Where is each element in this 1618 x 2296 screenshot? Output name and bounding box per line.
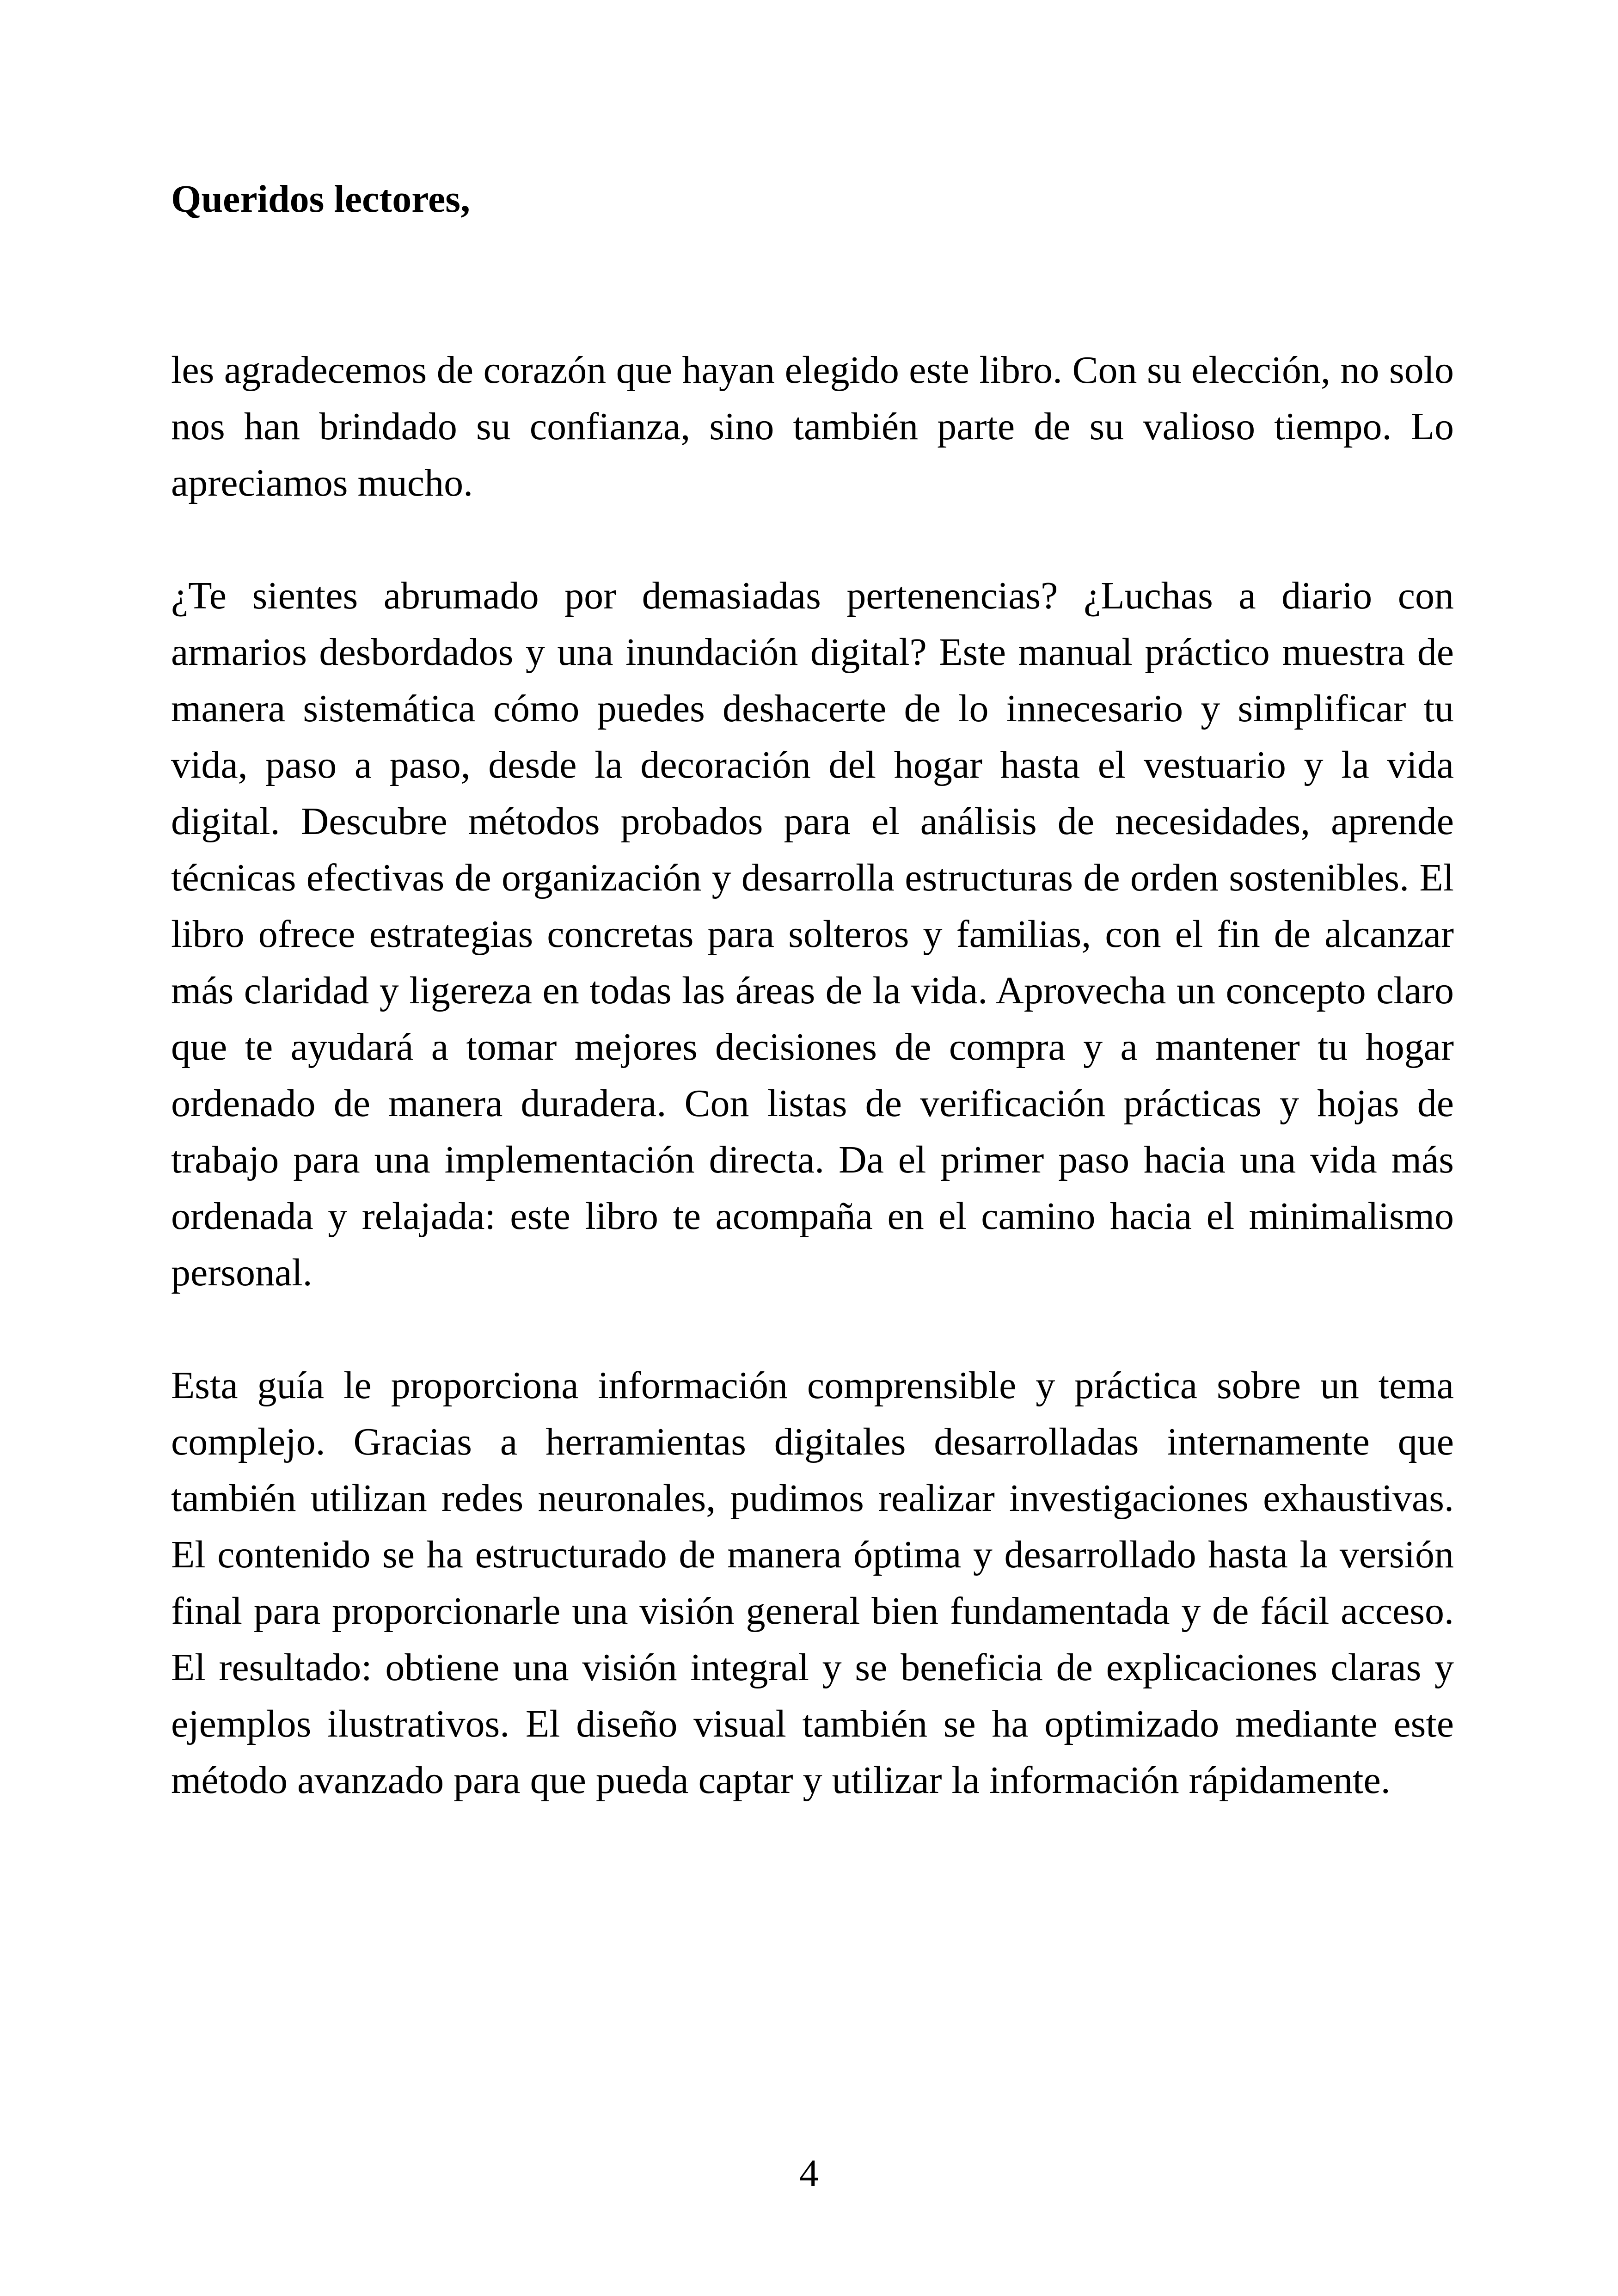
- paragraph-thanks: les agradecemos de corazón que hayan elegido este libro. Con su elección, no solo nos han brindado su confianza, sino también parte de su valioso tiempo. Lo apreciamos mucho.: [171, 349, 1454, 504]
- salutation-heading: Queridos lectores,: [171, 178, 470, 221]
- paragraph-guide-info: Esta guía le proporciona información comprensible y práctica sobre un tema complejo. Gracias a herramientas digitales desarrolladas internamente que también utilizan redes neuronales, pudimos realizar investigaciones exhaustivas. El contenido se ha estructurado de manera óptima y desarrollado hasta la versión final para proporcionarle una visión general bien fundamentada y de fácil acceso. El resultado: obtiene una visión integral y se beneficia de explicaciones claras y ejemplos ilustrativos. El diseño visual también se ha optimizado mediante este método avanzado para que pueda captar y utilizar la información rápidamente.: [171, 1364, 1454, 1802]
- paragraph-book-description: ¿Te sientes abrumado por demasiadas pertenencias? ¿Luchas a diario con armarios desbordados y una inundación digital? Este manual práctico muestra de manera sistemática cómo puedes deshacerte de lo innecesario y simplificar tu vida, paso a paso, desde la decoración del hogar hasta el vestuario y la vida digital. Descubre métodos probados para el análisis de necesidades, aprende técnicas efectivas de organización y desarrolla estructuras de orden sostenibles. El libro ofrece estrategias concretas para solteros y familias, con el fin de alcanzar más claridad y ligereza en todas las áreas de la vida. Aprovecha un concepto claro que te ayudará a tomar mejores decisiones de compra y a mantener tu hogar ordenado de manera duradera. Con listas de verificación prácticas y hojas de trabajo para una implementación directa. Da el primer paso hacia una vida más ordenada y relajada: este libro te acompaña en el camino hacia el minimalismo personal.: [171, 574, 1454, 1294]
- page-body: [171, 171, 1454, 1809]
- page-number: 4: [799, 2152, 819, 2195]
